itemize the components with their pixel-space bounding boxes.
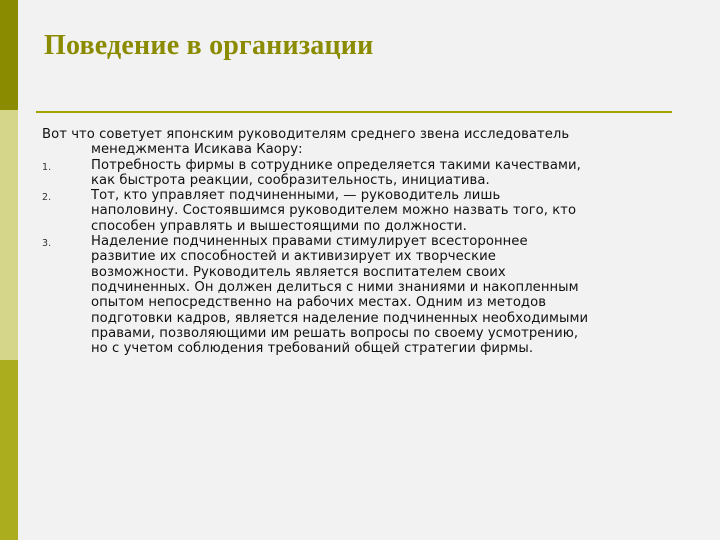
list-item-line: возможности. Руководитель является воспитателем своих <box>91 264 506 280</box>
list-item-line: Тот, кто управляет подчиненными, — руководитель лишь <box>91 188 501 204</box>
title-divider <box>36 111 672 113</box>
list-item-line: наполовину. Состоявшимся руководителем можно назвать того, кто <box>91 203 577 219</box>
list-item-line: опытом непосредственно на рабочих местах. Одним из методов <box>91 295 547 311</box>
intro-line: менеджмента Исикава Каору: <box>91 142 303 158</box>
intro-line: Вот что советует японским руководителям среднего звена исследователь <box>42 127 570 142</box>
list-item-line: как быстрота реакции, сообразительность, инициатива. <box>91 172 490 188</box>
left-accent-bar-middle <box>0 110 18 360</box>
left-accent-bar-top <box>0 0 18 110</box>
list-item-number: 3. <box>42 238 52 250</box>
list-item <box>42 158 687 189</box>
left-accent-bar-bottom <box>0 360 18 540</box>
list-item-line: подготовки кадров, является наделение подчиненных необходимыми <box>91 310 589 326</box>
list-item-line: развитие их способностей и активизирует их творческие <box>91 249 496 265</box>
list-item-line: способен управлять и вышестоящими по должности. <box>91 218 467 234</box>
slide-body <box>42 127 687 356</box>
list-item <box>42 234 687 356</box>
list-item-number: 1. <box>42 161 52 173</box>
list-item-line: подчиненных. Он должен делиться с ними знаниями и накопленным <box>91 279 579 295</box>
list-item-line: Наделение подчиненных правами стимулирует всестороннее <box>91 234 528 250</box>
list-item-number: 2. <box>42 192 52 204</box>
list-item-line: правами, позволяющими им решать вопросы по своему усмотрению, <box>91 325 579 341</box>
list-item-line: Потребность фирмы в сотруднике определяется такими качествами, <box>91 157 581 173</box>
list-item <box>42 188 687 234</box>
slide-title: Поведение в организации <box>44 30 374 61</box>
list-item-line: но с учетом соблюдения требований общей стратегии фирмы. <box>91 341 534 357</box>
